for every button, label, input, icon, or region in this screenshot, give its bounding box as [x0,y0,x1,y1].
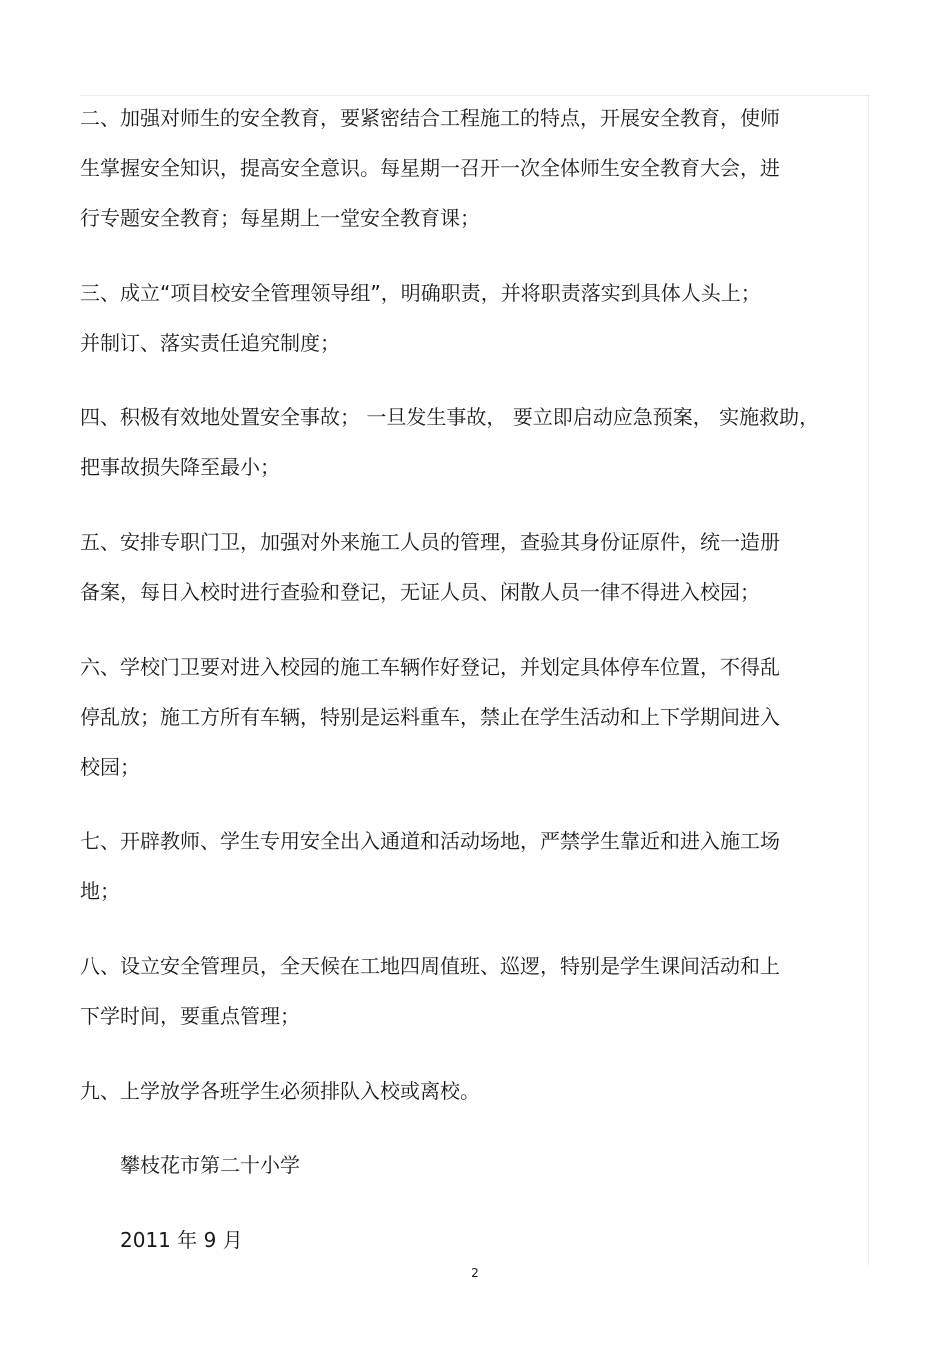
text-line: 备案，每日入校时进行查验和登记，无证人员、闲散人员一律不得进入校园； [80,580,760,604]
text-line: 七、开辟教师、学生专用安全出入通道和活动场地，严禁学生靠近和进入施工场 [80,829,780,853]
page-right-border [868,95,869,1265]
text-line: 八、设立安全管理员，全天候在工地四周值班、巡逻，特别是学生课间活动和上 [80,954,780,978]
text-line: 校园； [80,755,140,779]
signature-organization: 攀枝花市第二十小学 [120,1153,300,1177]
text-line: 把事故损失降至最小； [80,455,280,479]
text-line: 四、积极有效地处置安全事故； 一旦发生事故， 要立即启动应急预案， 实施救助， [80,405,820,429]
text-line: 并制订、落实责任追究制度； [80,331,340,355]
text-line: 行专题安全教育；每星期上一堂安全教育课； [80,206,480,230]
text-line: 九、上学放学各班学生必须排队入校或离校。 [80,1079,480,1103]
text-line: 停乱放；施工方所有车辆，特别是运料重车，禁止在学生活动和上下学期间进入 [80,705,780,729]
text-line: 下学时间，要重点管理； [80,1004,300,1028]
text-line: 五、安排专职门卫，加强对外来施工人员的管理，查验其身份证原件，统一造册 [80,530,780,554]
signature-date: 2011 年 9 月 [120,1228,243,1252]
text-line: 三、成立“项目校安全管理领导组”，明确职责，并将职责落实到具体人头上； [80,281,761,305]
page-top-border [80,95,870,96]
text-line: 生掌握安全知识，提高安全意识。每星期一召开一次全体师生安全教育大会，进 [80,156,780,180]
text-line: 地； [80,879,120,903]
text-line: 六、学校门卫要对进入校园的施工车辆作好登记，并划定具体停车位置，不得乱 [80,655,780,679]
page-number: 2 [471,1266,479,1280]
text-line: 二、加强对师生的安全教育，要紧密结合工程施工的特点，开展安全教育，使师 [80,106,780,130]
